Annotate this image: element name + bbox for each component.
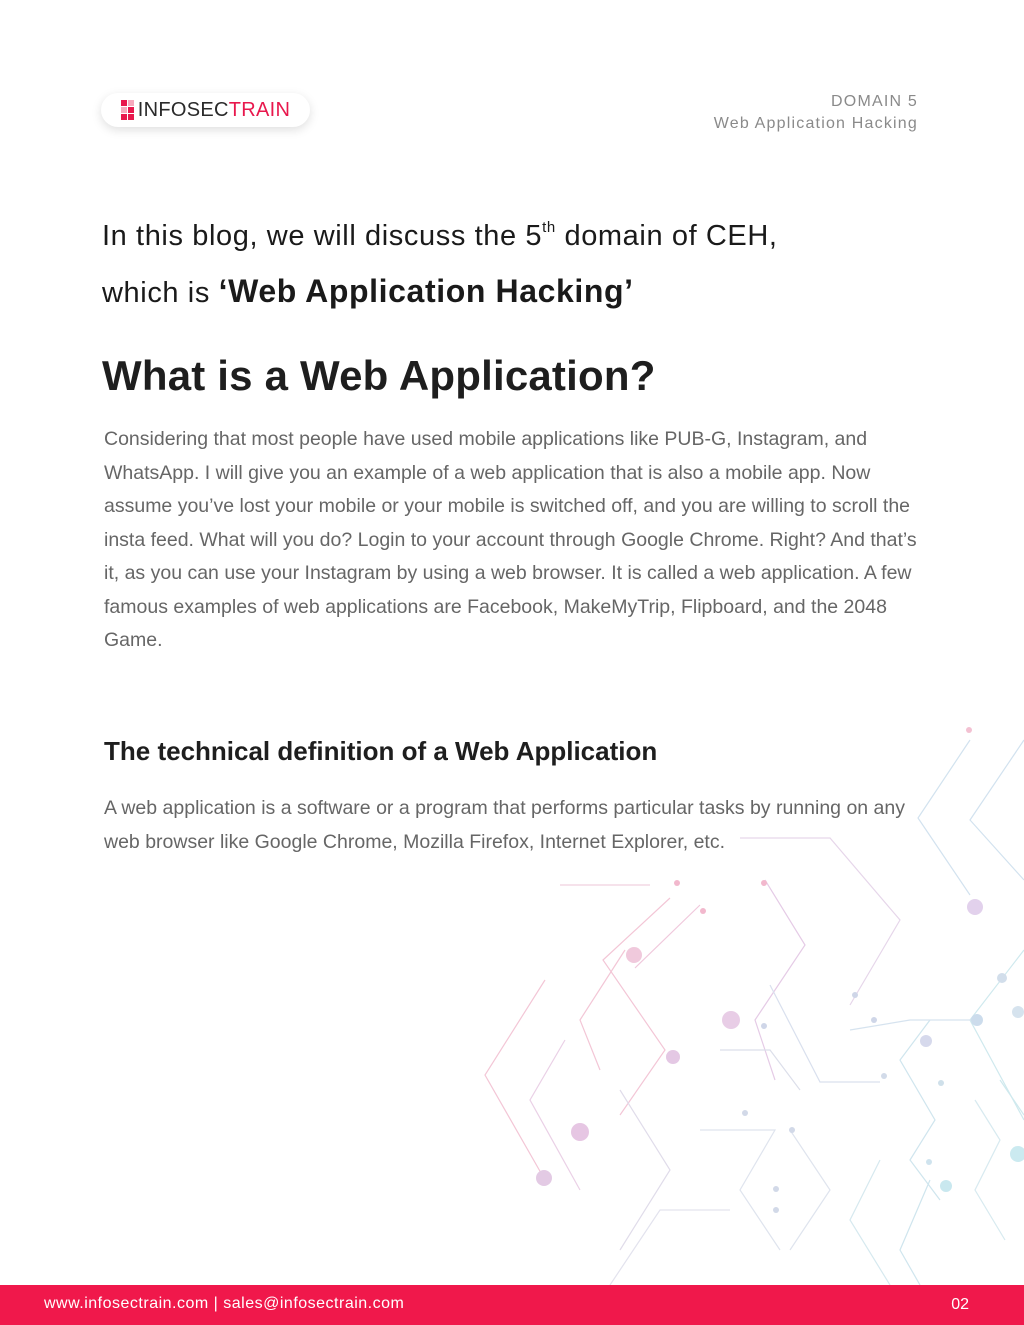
domain-title: Web Application Hacking [713, 115, 918, 132]
section-title-what-is-web-app: What is a Web Application? [102, 352, 656, 399]
logo-text [138, 99, 291, 122]
intro-text [102, 200, 932, 321]
circuit-decoration-graphic [470, 720, 1024, 1285]
logo-mark-icon [121, 100, 134, 120]
intro-line2-prefix: which is [102, 277, 219, 309]
intro-line1-start: In this blog, we will discuss the 5 [102, 220, 543, 252]
intro-line1-end: domain of CEH, [555, 220, 778, 252]
intro-topic: ‘Web Application Hacking’ [218, 273, 634, 309]
brand-logo [101, 93, 310, 127]
logo-text-accent: TRAIN [228, 98, 291, 121]
logo-text-main: INFOSEC [137, 98, 229, 121]
domain-number: DOMAIN 5 [831, 93, 918, 110]
footer-contact-text: www.infosectrain.com | sales@infosectrain.com [44, 1295, 405, 1312]
section-title-technical-definition: The technical definition of a Web Application [104, 736, 658, 766]
domain-header [714, 91, 918, 135]
footer-page-number: 02 [951, 1296, 969, 1313]
section-paragraph-technical-definition: A web application is a software or a program that performs particular tasks by running on any web browser like Google Chrome, Mozilla Firefox, Internet Explorer, etc. [104, 797, 905, 853]
footer-bar [0, 1285, 1024, 1325]
section-paragraph-what-is-web-app: Considering that most people have used mobile applications like PUB-G, Instagram, and WhatsApp. I will give you an example of a web application that is also a mobile app. Now assume you’ve lost your mobile or your mobile is switched off, and you are willing to scroll the insta feed. What will you do? Login to your account through Google Chrome. Right? And that’s it, as you can use your Instagram by using a web browser. It is called a web application. A few famous examples of web applications are Facebook, MakeMyTrip, Flipboard, and the 2048 Game. [104, 428, 917, 651]
intro-superscript: th [542, 219, 556, 236]
